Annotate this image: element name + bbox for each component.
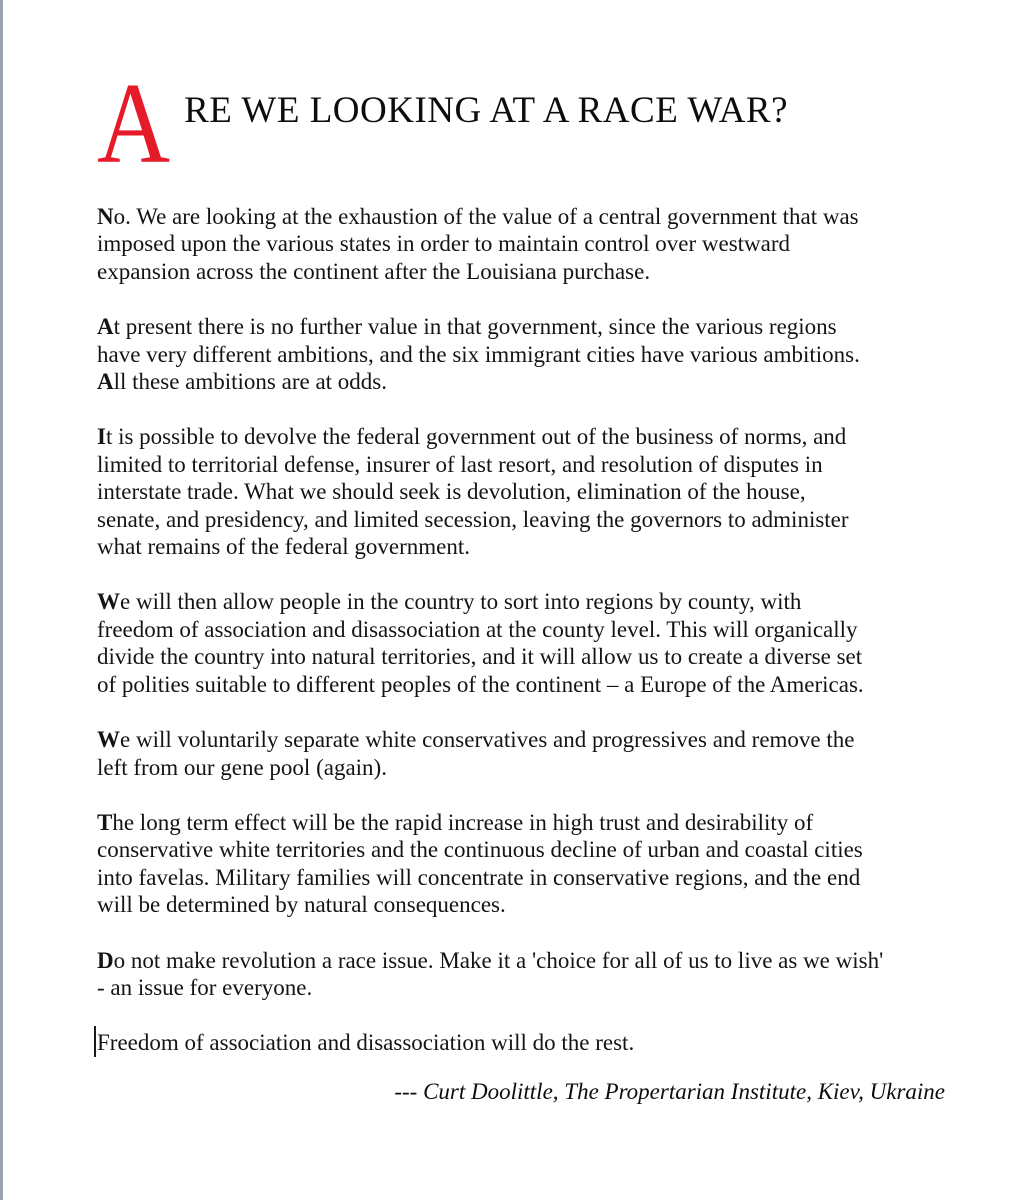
bold-initial-letter: A [97,369,114,395]
text-cursor [94,1026,96,1057]
text-line[interactable]: have very different ambitions, and the six immigrant cities have various ambitions. [97,341,860,367]
document-content [97,0,945,1105]
paragraph[interactable] [97,809,945,919]
text-line[interactable]: imposed upon the various states in order to maintain control over westward [97,231,791,257]
bold-initial-letter: D [97,947,114,973]
text-line[interactable]: left from our gene pool (again). [97,754,387,780]
paragraph[interactable] [97,423,945,560]
document-title [97,0,945,187]
title-drop-cap: A [97,60,171,187]
text-line[interactable]: limited to territorial defense, insurer of last resort, and resolution of disputes in [97,451,823,477]
paragraph[interactable] [97,726,945,781]
paragraph[interactable] [97,1029,945,1056]
body-paragraphs[interactable] [97,203,945,1057]
text-line[interactable]: what remains of the federal government. [97,534,470,560]
bold-initial-letter: A [97,314,114,340]
text-line[interactable]: The long term effect will be the rapid increase in high trust and desirability of [97,809,814,835]
text-line[interactable]: We will voluntarily separate white conservatives and progressives and remove the [97,727,855,753]
text-line[interactable]: Do not make revolution a race issue. Make it a 'choice for all of us to live as we wish' [97,947,884,973]
text-line[interactable]: freedom of association and disassociation at the county level. This will organically [97,616,858,642]
text-line[interactable]: It is possible to devolve the federal government out of the business of norms, and [97,424,847,450]
bold-initial-letter: I [97,424,106,450]
text-line[interactable]: interstate trade. What we should seek is devolution, elimination of the house, [97,479,806,505]
text-line[interactable]: of polities suitable to different peoples of the continent – a Europe of the Americas. [97,671,864,697]
text-line[interactable]: No. We are looking at the exhaustion of the value of a central government that was [97,204,859,229]
text-line[interactable]: At present there is no further value in that government, since the various regions [97,314,837,340]
paragraph[interactable] [97,203,945,285]
attribution-line: --- Curt Doolittle, The Propertarian Institute, Kiev, Ukraine [394,1078,945,1104]
bold-initial-letter: W [97,589,120,615]
text-line[interactable]: We will then allow people in the country to sort into regions by county, with [97,589,802,615]
bold-initial-letter: N [97,204,114,229]
text-line[interactable]: senate, and presidency, and limited secession, leaving the governors to administer [97,506,849,532]
text-line[interactable]: - an issue for everyone. [97,974,313,1000]
text-line[interactable]: expansion across the continent after the Louisiana purchase. [97,258,651,284]
title-text: RE WE LOOKING AT A RACE WAR? [184,90,789,131]
paragraph[interactable] [97,313,945,395]
bold-initial-letter: W [97,727,120,753]
bold-initial-letter: T [97,809,113,835]
text-line[interactable]: into favelas. Military families will concentrate in conservative regions, and the end [97,864,861,890]
paragraph[interactable] [97,947,945,1002]
text-line[interactable]: Freedom of association and disassociation will do the rest. [97,1029,945,1056]
text-line[interactable]: will be determined by natural consequences. [97,892,506,918]
text-line[interactable]: divide the country into natural territories, and it will allow us to create a diverse set [97,644,863,670]
text-line[interactable]: conservative white territories and the continuous decline of urban and coastal cities [97,837,863,863]
paragraph[interactable] [97,588,945,698]
text-line[interactable]: All these ambitions are at odds. [97,369,388,395]
